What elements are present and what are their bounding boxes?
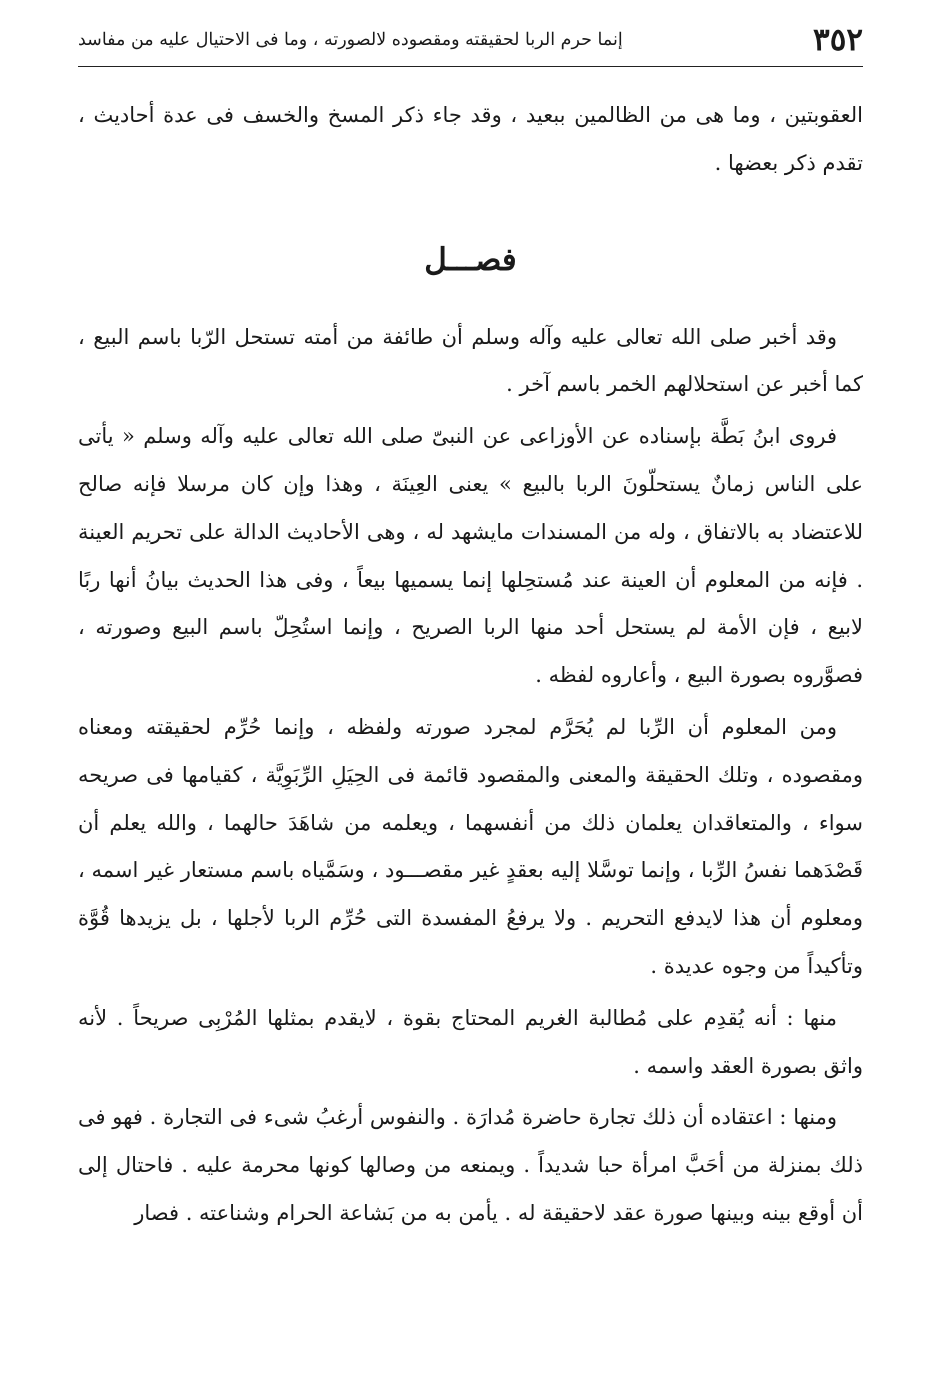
paragraph-5: ومنها : اعتقاده أن ذلك تجارة حاضرة مُدارَة . والنفوس أرغبُ شىء فى التجارة . فهو فى ذلك بمنزلة من أحَبَّ امرأة حبا شديداً . ويمنعه من وصالها كونها محرمة عليه . فاحتال إلى أن أوقع بينه وبينها صورة عقد لاحقيقة له . يأمن به من بَشاعة الحرام وشناعته . فصار xyxy=(78,1105,863,1225)
page-header xyxy=(78,18,863,62)
header-rule xyxy=(78,66,863,67)
running-title: إنما حرم الربا لحقيقته ومقصوده لالصورته ، وما فى الاحتيال عليه من مفاسد xyxy=(78,30,623,50)
intro-paragraph: العقوبتين ، وما هى من الظالمين ببعيد ، وقد جاء ذكر المسخ والخسف فى عدة أحاديث ، تقدم ذكر بعضها . xyxy=(78,103,863,175)
section-heading: فصـــل xyxy=(424,241,517,278)
paragraph-1: وقد أخبر صلى الله تعالى عليه وآله وسلم أن طائفة من أمته تستحل الرّبا باسم البيع ، كما أخبر عن استحلالهم الخمر باسم آخر . xyxy=(78,324,863,397)
page-number: ٣٥٢ xyxy=(813,22,863,58)
paragraph-2: فروى ابنُ بَطَّة بإسناده عن الأوزاعى عن النبىّ صلى الله تعالى عليه وآله وسلم « يأتى على الناس زمانٌ يستحلّونَ الربا بالبيع » يعنى العِينَة ، وهذا وإن كان مرسلا فإنه صالح للاعتضاد به بالاتفاق ، وله من المسندات مايشهد له ، وهى الأحاديث الدالة على تحريم العينة . فإنه من المعلوم أن العينة عند مُستحِلها إنما يسميها بيعاً ، وفى هذا الحديث بيانُ أنها ربًا لابيع ، فإن الأمة لم يستحل أحد منها الربا الصريح ، وإنما استُحِلّ باسم البيع وصورته ، فصوَّروه بصورة البيع ، وأعاروه لفظه . xyxy=(78,424,863,688)
paragraph-4: منها : أنه يُقدِم على مُطالبة الغريم المحتاج بقوة ، لايقدم بمثلها المُرْبِى صريحاً . لأنه واثق بصورة العقد واسمه . xyxy=(78,1005,863,1078)
page-body xyxy=(78,92,863,1238)
paragraph-3: ومن المعلوم أن الرِّبا لم يُحَرَّم لمجرد صورته ولفظه ، وإنما حُرِّم لحقيقته ومعناه ومقصوده ، وتلك الحقيقة والمعنى والمقصود قائمة فى الحِيَلِ الرِّبَوِيَّة ، كقيامها فى صريحه سواء ، والمتعاقدان يعلمان ذلك من أنفسهما ، ويعلمه من شاهَدَ حالهما ، والله يعلم أن قَصْدَهما نفسُ الرِّبا ، وإنما توسَّلا إليه بعقدٍ غير مقصـــود ، وسَمَّياه باسم مستعار غير اسمه ، ومعلوم أن هذا لايدفع التحريم . ولا يرفعُ المفسدة التى حُرِّم الربا لأجلها ، بل يزيدها قُوَّة وتأكيداً من وجوه عديدة . xyxy=(78,714,863,978)
